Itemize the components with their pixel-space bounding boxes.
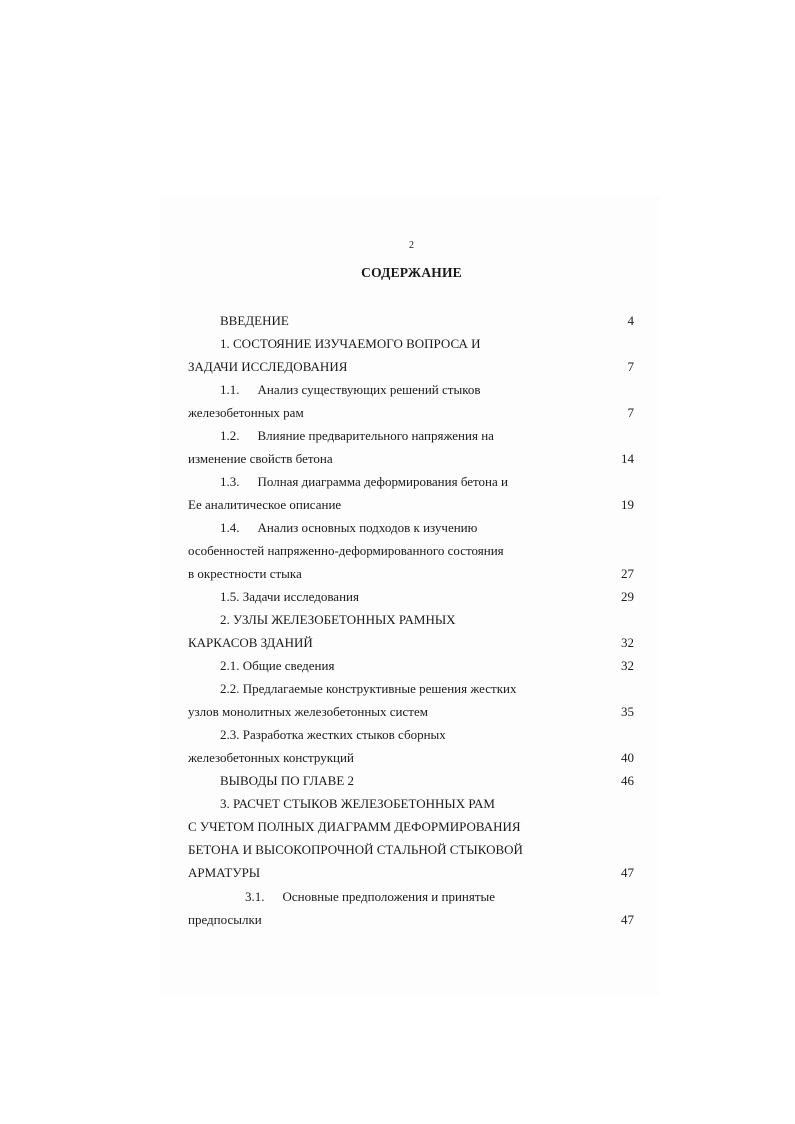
- toc-entry-text: 1.5. Задачи исследования: [220, 589, 359, 604]
- toc-entry-text: 2.3. Разработка жестких стыков сборных: [220, 727, 446, 742]
- toc-entry-text: в окрестности стыка: [188, 566, 302, 581]
- toc-entry-page: 4: [627, 313, 634, 328]
- toc-entry-title: Влияние предварительного напряжения на: [257, 428, 494, 443]
- toc-entry-text: 2. УЗЛЫ ЖЕЛЕЗОБЕТОННЫХ РАМНЫХ: [220, 612, 456, 627]
- toc-entry-text: 2.1. Общие сведения: [220, 658, 335, 673]
- toc-entry-text: Ее аналитическое описание: [188, 497, 342, 512]
- toc-entry-page: 46: [621, 773, 634, 788]
- toc-entry: [188, 425, 634, 447]
- toc-entry-number: 1.2.: [220, 428, 240, 443]
- toc-entry-title: Анализ основных подходов к изучению: [257, 520, 478, 535]
- toc-entry: [188, 379, 634, 401]
- toc-entry-text: 1. СОСТОЯНИЕ ИЗУЧАЕМОГО ВОПРОСА И: [220, 336, 481, 351]
- toc-entry-page: 35: [621, 704, 634, 719]
- toc-entry: [188, 632, 634, 654]
- toc-entry-number: 1.4.: [220, 520, 240, 535]
- toc-entry: [188, 678, 634, 700]
- toc-entry-text: [245, 886, 495, 908]
- toc-entry-text: БЕТОНА И ВЫСОКОПРОЧНОЙ СТАЛЬНОЙ СТЫКОВОЙ: [188, 842, 523, 857]
- toc-entry-text: [220, 425, 494, 447]
- toc-entry-text: 3. РАСЧЕТ СТЫКОВ ЖЕЛЕЗОБЕТОННЫХ РАМ: [220, 796, 495, 811]
- toc-entry-page: 27: [621, 566, 634, 581]
- toc-entry: [188, 609, 634, 631]
- toc-entry: [188, 448, 634, 470]
- toc-entry: [188, 793, 634, 815]
- toc-entry-text: особенностей напряженно-деформированного состояния: [188, 543, 504, 558]
- toc-entry-page: 7: [627, 405, 634, 420]
- toc-entry-page: 19: [621, 497, 634, 512]
- toc-entry: [188, 724, 634, 746]
- toc-entry-page: 32: [621, 635, 634, 650]
- toc-entry-title: Полная диаграмма деформирования бетона и: [257, 474, 508, 489]
- page-number: 2: [409, 240, 414, 251]
- toc-entry-page: 14: [621, 451, 634, 466]
- toc-entry-text: узлов монолитных железобетонных систем: [188, 704, 428, 719]
- toc-entry: [188, 886, 634, 908]
- toc-entry: [188, 402, 634, 424]
- toc-entry-title: Основные предположения и принятые: [282, 889, 496, 904]
- toc-entry-title: Анализ существующих решений стыков: [257, 382, 481, 397]
- toc-entry-number: 3.1.: [245, 889, 265, 904]
- toc-entry-text: ВЫВОДЫ ПО ГЛАВЕ 2: [220, 773, 355, 788]
- toc-entry-page: 40: [621, 750, 634, 765]
- toc-entry-text: железобетонных конструкций: [188, 750, 354, 765]
- toc-entry-text: [220, 517, 477, 539]
- toc-entry: [188, 540, 634, 562]
- toc-entry: [188, 862, 634, 884]
- toc-entry-text: 2.2. Предлагаемые конструктивные решения жестких: [220, 681, 517, 696]
- toc-entry-page: 29: [621, 589, 634, 604]
- toc-entry-page: 32: [621, 658, 634, 673]
- toc-entry: [188, 770, 634, 792]
- toc-entry-text: железобетонных рам: [188, 405, 304, 420]
- toc-entry-page: 7: [627, 359, 634, 374]
- toc-entry: [188, 816, 634, 838]
- toc-entry: [188, 839, 634, 861]
- toc-entry-text: КАРКАСОВ ЗДАНИЙ: [188, 635, 313, 650]
- toc-entry-number: 1.1.: [220, 382, 240, 397]
- toc-title: СОДЕРЖАНИЕ: [361, 265, 462, 280]
- toc-entry: [188, 586, 634, 608]
- toc-entry: [188, 494, 634, 516]
- toc-entry: [188, 701, 634, 723]
- toc-entry: [188, 909, 634, 931]
- toc-entry-text: изменение свойств бетона: [188, 451, 333, 466]
- toc-entry: [188, 356, 634, 378]
- toc-entry-text: ЗАДАЧИ ИССЛЕДОВАНИЯ: [188, 359, 348, 374]
- toc-entry: [188, 517, 634, 539]
- toc-entry: [188, 333, 634, 355]
- toc-entry-number: 1.3.: [220, 474, 240, 489]
- toc-entry-text: [220, 471, 508, 493]
- toc-entry-text: АРМАТУРЫ: [188, 865, 261, 880]
- toc-entry-text: [220, 379, 481, 401]
- toc-entry-page: 47: [621, 865, 634, 880]
- toc-entry-page: 47: [621, 912, 634, 927]
- toc-entry-text: ВВЕДЕНИЕ: [220, 313, 289, 328]
- toc-entry: [188, 747, 634, 769]
- toc-entry: [188, 655, 634, 677]
- toc-entry: [188, 310, 634, 332]
- toc-entry: [188, 471, 634, 493]
- toc-entry-text: предпосылки: [188, 912, 262, 927]
- toc-entry-text: С УЧЕТОМ ПОЛНЫХ ДИАГРАММ ДЕФОРМИРОВАНИЯ: [188, 819, 521, 834]
- toc-entry: [188, 563, 634, 585]
